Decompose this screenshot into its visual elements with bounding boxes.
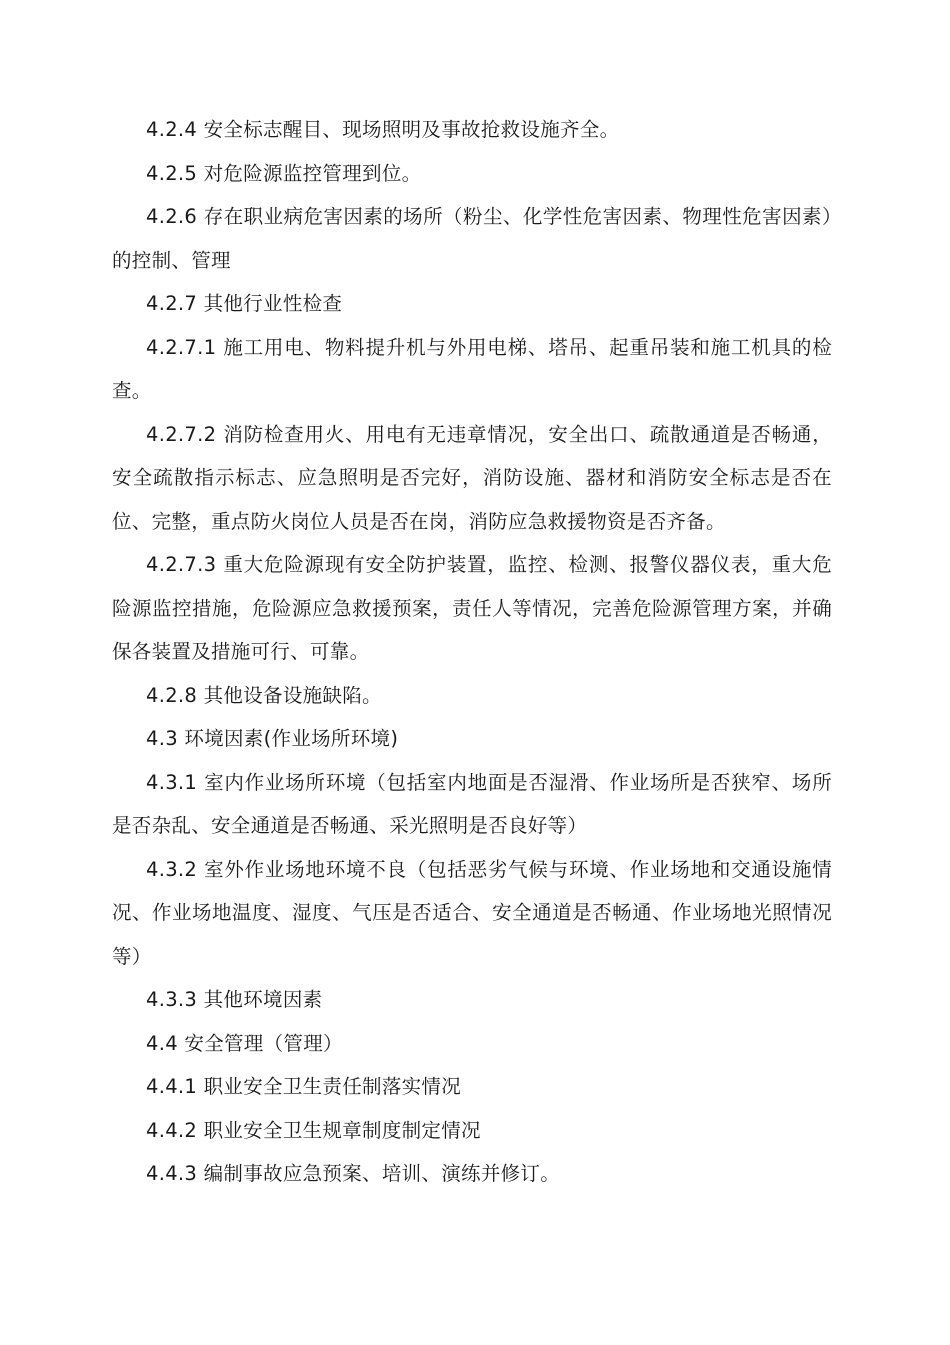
paragraph-4-4-2: 4.4.2 职业安全卫生规章制度制定情况: [146, 1118, 481, 1142]
paragraph-4-2-8: 4.2.8 其他设备设施缺陷。: [146, 683, 382, 707]
paragraph-4-3-1: 4.3.1 室内作业场所环境（包括室内地面是否湿滑、作业场所是否狭窄、场所是否杂乱、安全通道是否畅通、采光照明是否良好等）: [112, 770, 832, 837]
paragraph-4-4-3: 4.4.3 编制事故应急预案、培训、演练并修订。: [146, 1162, 561, 1185]
paragraph-4-2-4: 4.2.4 安全标志醒目、现场照明及事故抢救设施齐全。: [146, 118, 620, 141]
paragraph-4-2-7: 4.2.7 其他行业性检查: [146, 292, 343, 315]
paragraph-4-2-7-2: 4.2.7.2 消防检查用火、用电有无违章情况，安全出口、疏散通道是否畅通，安全疏散指示标志、应急照明是否完好，消防设施、器材和消防安全标志是否在位、完整，重点防火岗位人员是否在岗，消防应急救援物资是否齐备。: [112, 422, 832, 533]
paragraph-4-4-1: 4.4.1 职业安全卫生责任制落实情况: [146, 1075, 462, 1098]
paragraph-4-2-7-1: 4.2.7.1 施工用电、物料提升机与外用电梯、塔吊、起重吊装和施工机具的检查。: [112, 335, 832, 402]
paragraph-4-3-3: 4.3.3 其他环境因素: [146, 988, 323, 1011]
heading-4-4: 4.4 安全管理（管理）: [146, 1031, 343, 1055]
paragraph-4-3-2: 4.3.2 室外作业场地环境不良（包括恶劣气候与环境、作业场地和交通设施情况、作业场地温度、湿度、气压是否适合、安全通道是否畅通、作业场地光照情况等）: [112, 857, 832, 968]
paragraph-4-2-5: 4.2.5 对危险源监控管理到位。: [146, 161, 422, 185]
heading-4-3: 4.3 环境因素(作业场所环境): [146, 727, 399, 750]
paragraph-4-2-7-3: 4.2.7.3 重大危险源现有安全防护装置，监控、检测、报警仪器仪表，重大危险源监控措施，危险源应急救援预案，责任人等情况，完善危险源管理方案，并确保各装置及措施可行、可靠。: [112, 553, 832, 663]
document-body: [112, 108, 832, 1196]
paragraph-4-2-6: 4.2.6 存在职业病危害因素的场所（粉尘、化学性危害因素、物理性危害因素）的控制、管理: [112, 205, 832, 272]
